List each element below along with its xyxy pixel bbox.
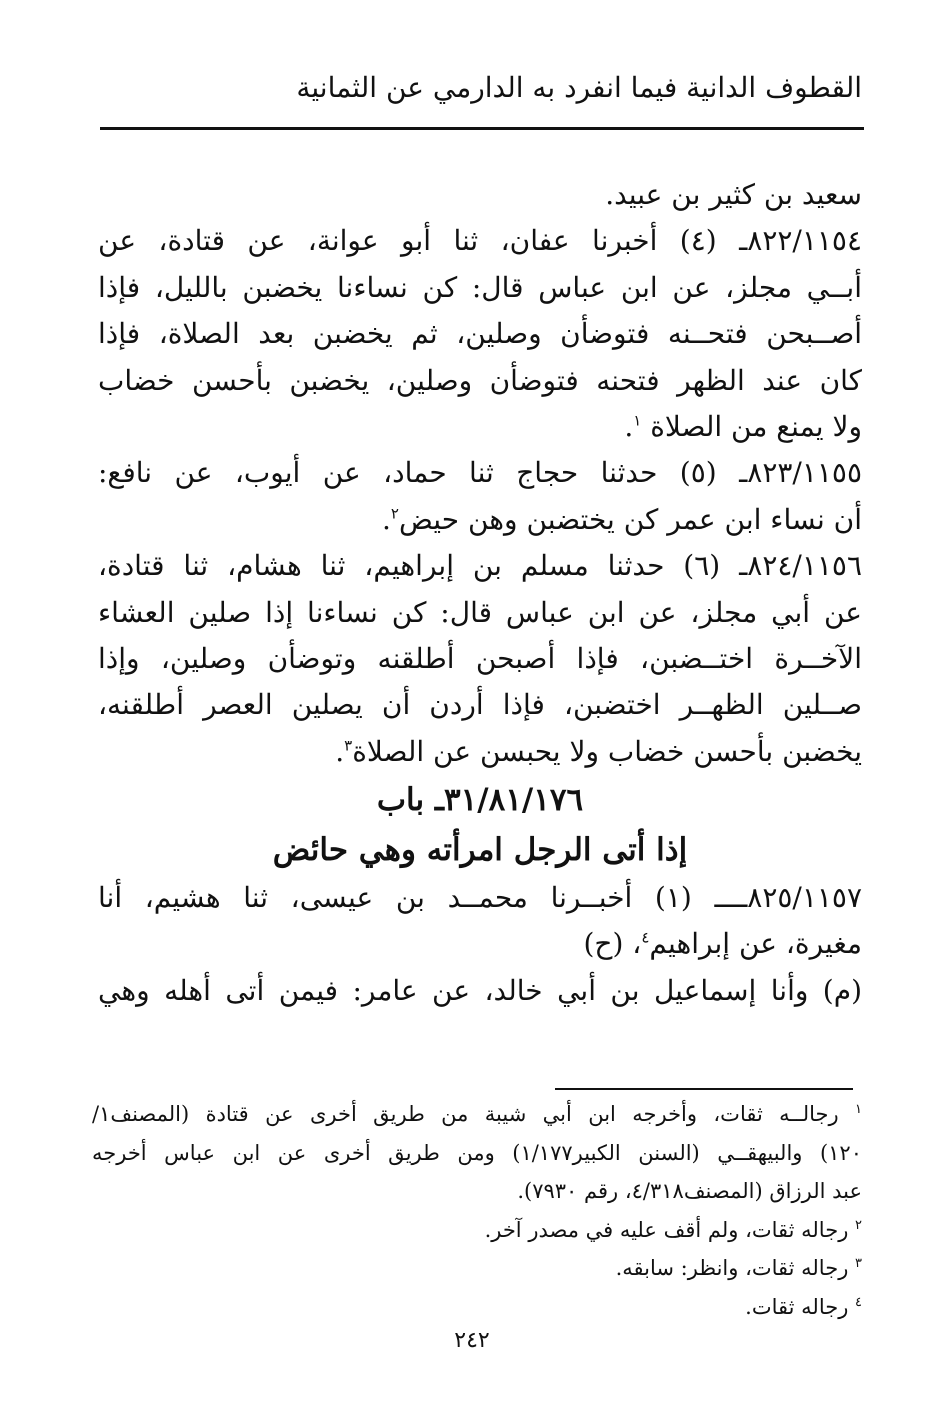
- running-header: القطوف الدانية فيما انفرد به الدارمي عن الثمانية: [296, 71, 862, 104]
- chapter-number: ٣١/٨١/١٧٦ـ باب: [376, 782, 584, 819]
- footnote-line: [92, 1134, 862, 1173]
- footnote-mark: ٤: [855, 1294, 862, 1310]
- text-line: الآخــرة اختــضبن، فإذا أصبحن أطلقنه وتوضأن وصلين، وإذا: [98, 641, 862, 675]
- footnotes: [92, 1095, 862, 1326]
- footnote-line: [92, 1095, 862, 1134]
- body-text: [98, 172, 862, 1014]
- footnote-reference: ١: [633, 411, 642, 430]
- footnote-mark: ١: [855, 1102, 862, 1117]
- text-line: كان عند الظهر فتحنه فتوضأن وصلين، يخضبن بأحسن خضاب: [98, 363, 862, 397]
- text-line: سعيد بن كثير بن عبيد.: [605, 178, 862, 211]
- text-segment: مغيرة، عن إبراهيم: [649, 927, 862, 961]
- footnote-reference: ٢: [390, 504, 399, 523]
- footnote-rule: [555, 1088, 853, 1090]
- header-rule: [100, 127, 864, 130]
- text-segment: يخضبن بأحسن خضاب ولا يحبسن عن الصلاة: [352, 734, 862, 768]
- text-line: [98, 921, 862, 967]
- text-line: ولا يمنع من الصلاة $^١$.: [624, 409, 862, 443]
- footnote-text: ١٢٠) والبيهقــي (السنن الكبير١/١٧٧) ومن طريق أخرى عن ابن عباس أخرجه: [92, 1140, 862, 1165]
- footnote-text: رجاله ثقات، ولم أقف عليه في مصدر آخر.: [484, 1217, 856, 1242]
- text-line: ٨٢٢/١١٥٤ـ (٤) أخبرنا عفان، ثنا أبو عوانة، عن قتادة، عن: [98, 224, 862, 258]
- page-number: ٢٤٢: [454, 1328, 490, 1353]
- text-segment: أن نساء ابن عمر كن يختضبن وهن حيض: [398, 502, 862, 536]
- footnote-text: رجاله ثقات.: [745, 1294, 856, 1319]
- text-line: أصــبحن فتحــنه فتوضأن وصلين، ثم يخضبن بعد الصلاة، فإذا: [98, 317, 862, 351]
- footnote-reference: ٣: [344, 736, 353, 755]
- footnote-line: [92, 1249, 862, 1288]
- footnote-line: [92, 1172, 862, 1211]
- text-line: ٨٢٤/١١٥٦ـ (٦) حدثنا مسلم بن إبراهيم، ثنا هشام، ثنا قتادة،: [98, 549, 862, 583]
- text-line: صــلين الظهــر اختضبن، فإذا أردن أن يصلين العصر أطلقنه،: [98, 688, 862, 722]
- footnote-mark: ٢: [855, 1217, 862, 1233]
- footnote-text: عبد الرزاق (المصنف٤/٣١٨، رقم ٧٩٣٠).: [517, 1179, 862, 1203]
- text-line: يخضبن بأحسن خضاب ولا يحبسن عن الصلاة$^٣$.: [335, 734, 862, 768]
- footnote-line: [92, 1288, 862, 1327]
- footnote-mark: ٣: [855, 1256, 862, 1271]
- text-line: (م) وأنا إسماعيل بن أبي خالد، عن عامر: فيمن أتى أهله وهي: [98, 973, 862, 1007]
- footnote-line: [92, 1211, 862, 1250]
- footnote-reference: ٤: [641, 929, 650, 948]
- text-line: ٨٢٥/١١٥٧ــــ (١) أخبــرنا محمــد بن عيسى، ثنا هشيم، أنا: [98, 881, 863, 915]
- footnote-text: رجاله ثقات، وانظر: سابقه.: [615, 1256, 856, 1280]
- text-segment: ولا يمنع من الصلاة: [650, 409, 862, 443]
- text-line: أن نساء ابن عمر كن يختضبن وهن حيض$^٢$.: [382, 502, 862, 536]
- chapter-title: إذا أتى الرجل امرأته وهي حائض: [272, 832, 688, 869]
- text-segment: ، (ح): [583, 927, 642, 961]
- text-line: أبــي مجلز، عن ابن عباس قال: كن نساءنا يخضبن بالليل، فإذا: [98, 270, 862, 304]
- text-line: ٨٢٣/١١٥٥ـ (٥) حدثنا حجاج ثنا حماد، عن أيوب، عن نافع:: [98, 456, 862, 490]
- text-line: عن أبي مجلز، عن ابن عباس قال: كن نساءنا إذا صلين العشاء: [98, 595, 862, 629]
- footnote-text: رجالــه ثقات، وأخرجه ابن أبي شيبة من طريق أخرى عن قتادة (المصنف١/: [92, 1102, 856, 1126]
